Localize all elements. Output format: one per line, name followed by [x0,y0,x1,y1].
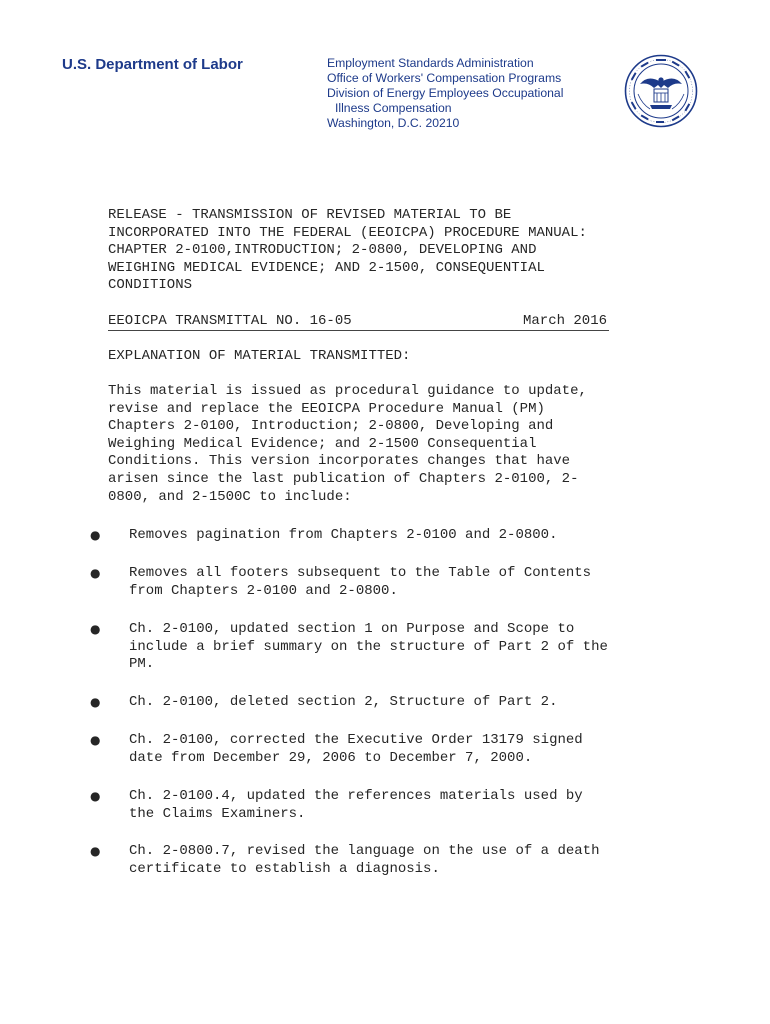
release-line: CHAPTER 2-0100,INTRODUCTION; 2-0800, DEVELOPING AND [108,242,537,259]
list-item-line: the Claims Examiners. [129,805,306,822]
bullet-icon: ● [90,528,101,542]
agency-line: Office of Workers' Compensation Programs [327,71,562,85]
list-item-line: Ch. 2-0100, deleted section 2, Structure of Part 2. [129,694,558,710]
transmittal-header [108,313,609,331]
department-name: U.S. Department of Labor [62,56,243,73]
list-item-line: Removes pagination from Chapters 2-0100 and 2-0800. [129,527,558,543]
list-item-line: certificate to establish a diagnosis. [129,860,440,877]
release-line: RELEASE - TRANSMISSION OF REVISED MATERIAL TO BE [108,207,512,223]
paragraph-line: revise and replace the EEOICPA Procedure Manual (PM) [108,400,545,417]
agency-line: Washington, D.C. 20210 [327,116,460,130]
list-item-line: date from December 29, 2006 to December 7, 2000. [129,749,533,766]
paragraph-line: Chapters 2-0100, Introduction; 2-0800, Developing and [108,418,554,435]
list-item-line: Ch. 2-0100, updated section 1 on Purpose and Scope to [129,621,575,637]
paragraph-line: Weighing Medical Evidence; and 2-1500 Consequential [108,435,537,452]
explanation-heading: EXPLANATION OF MATERIAL TRANSMITTED: [108,348,411,364]
paragraph-line: 0800, and 2-1500C to include: [108,488,352,505]
release-line: CONDITIONS [108,277,193,294]
transmittal-number: EEOICPA TRANSMITTAL NO. 16-05 [108,313,352,329]
list-item-line: Ch. 2-0100, corrected the Executive Order 13179 signed [129,732,583,748]
bullet-icon: ● [90,733,101,747]
bullet-icon: ● [90,844,101,858]
agency-line: Division of Energy Employees Occupational [327,86,564,100]
list-item-line: Ch. 2-0100.4, updated the references materials used by [129,788,583,804]
bullet-icon: ● [90,789,101,803]
release-line: INCORPORATED INTO THE FEDERAL (EEOICPA) PROCEDURE MANUAL: [108,224,587,241]
bullet-icon: ● [90,695,101,709]
paragraph-line: This material is issued as procedural guidance to update, [108,383,587,399]
release-title [108,207,587,295]
release-line: WEIGHING MEDICAL EVIDENCE; AND 2-1500, CONSEQUENTIAL [108,259,545,276]
explanation-paragraph [108,383,587,506]
agency-address-block [327,56,563,131]
paragraph-line: Conditions. This version incorporates changes that have [108,453,571,470]
list-item-line: include a brief summary on the structure of Part 2 of the [129,638,608,655]
department-of-labor-seal-icon [624,54,698,128]
agency-line: Employment Standards Administration [327,56,534,70]
list-item-line: from Chapters 2-0100 and 2-0800. [129,582,398,599]
transmittal-date: March 2016 [522,313,607,329]
paragraph-line: arisen since the last publication of Chapters 2-0100, 2- [108,470,579,487]
list-item-line: Ch. 2-0800.7, revised the language on the use of a death [129,843,600,859]
bullet-icon: ● [90,566,101,580]
list-item-line: PM. [129,656,155,673]
list-item-line: Removes all footers subsequent to the Table of Contents [129,565,592,581]
agency-line: Illness Compensation [335,101,452,115]
bullet-icon: ● [90,622,101,636]
